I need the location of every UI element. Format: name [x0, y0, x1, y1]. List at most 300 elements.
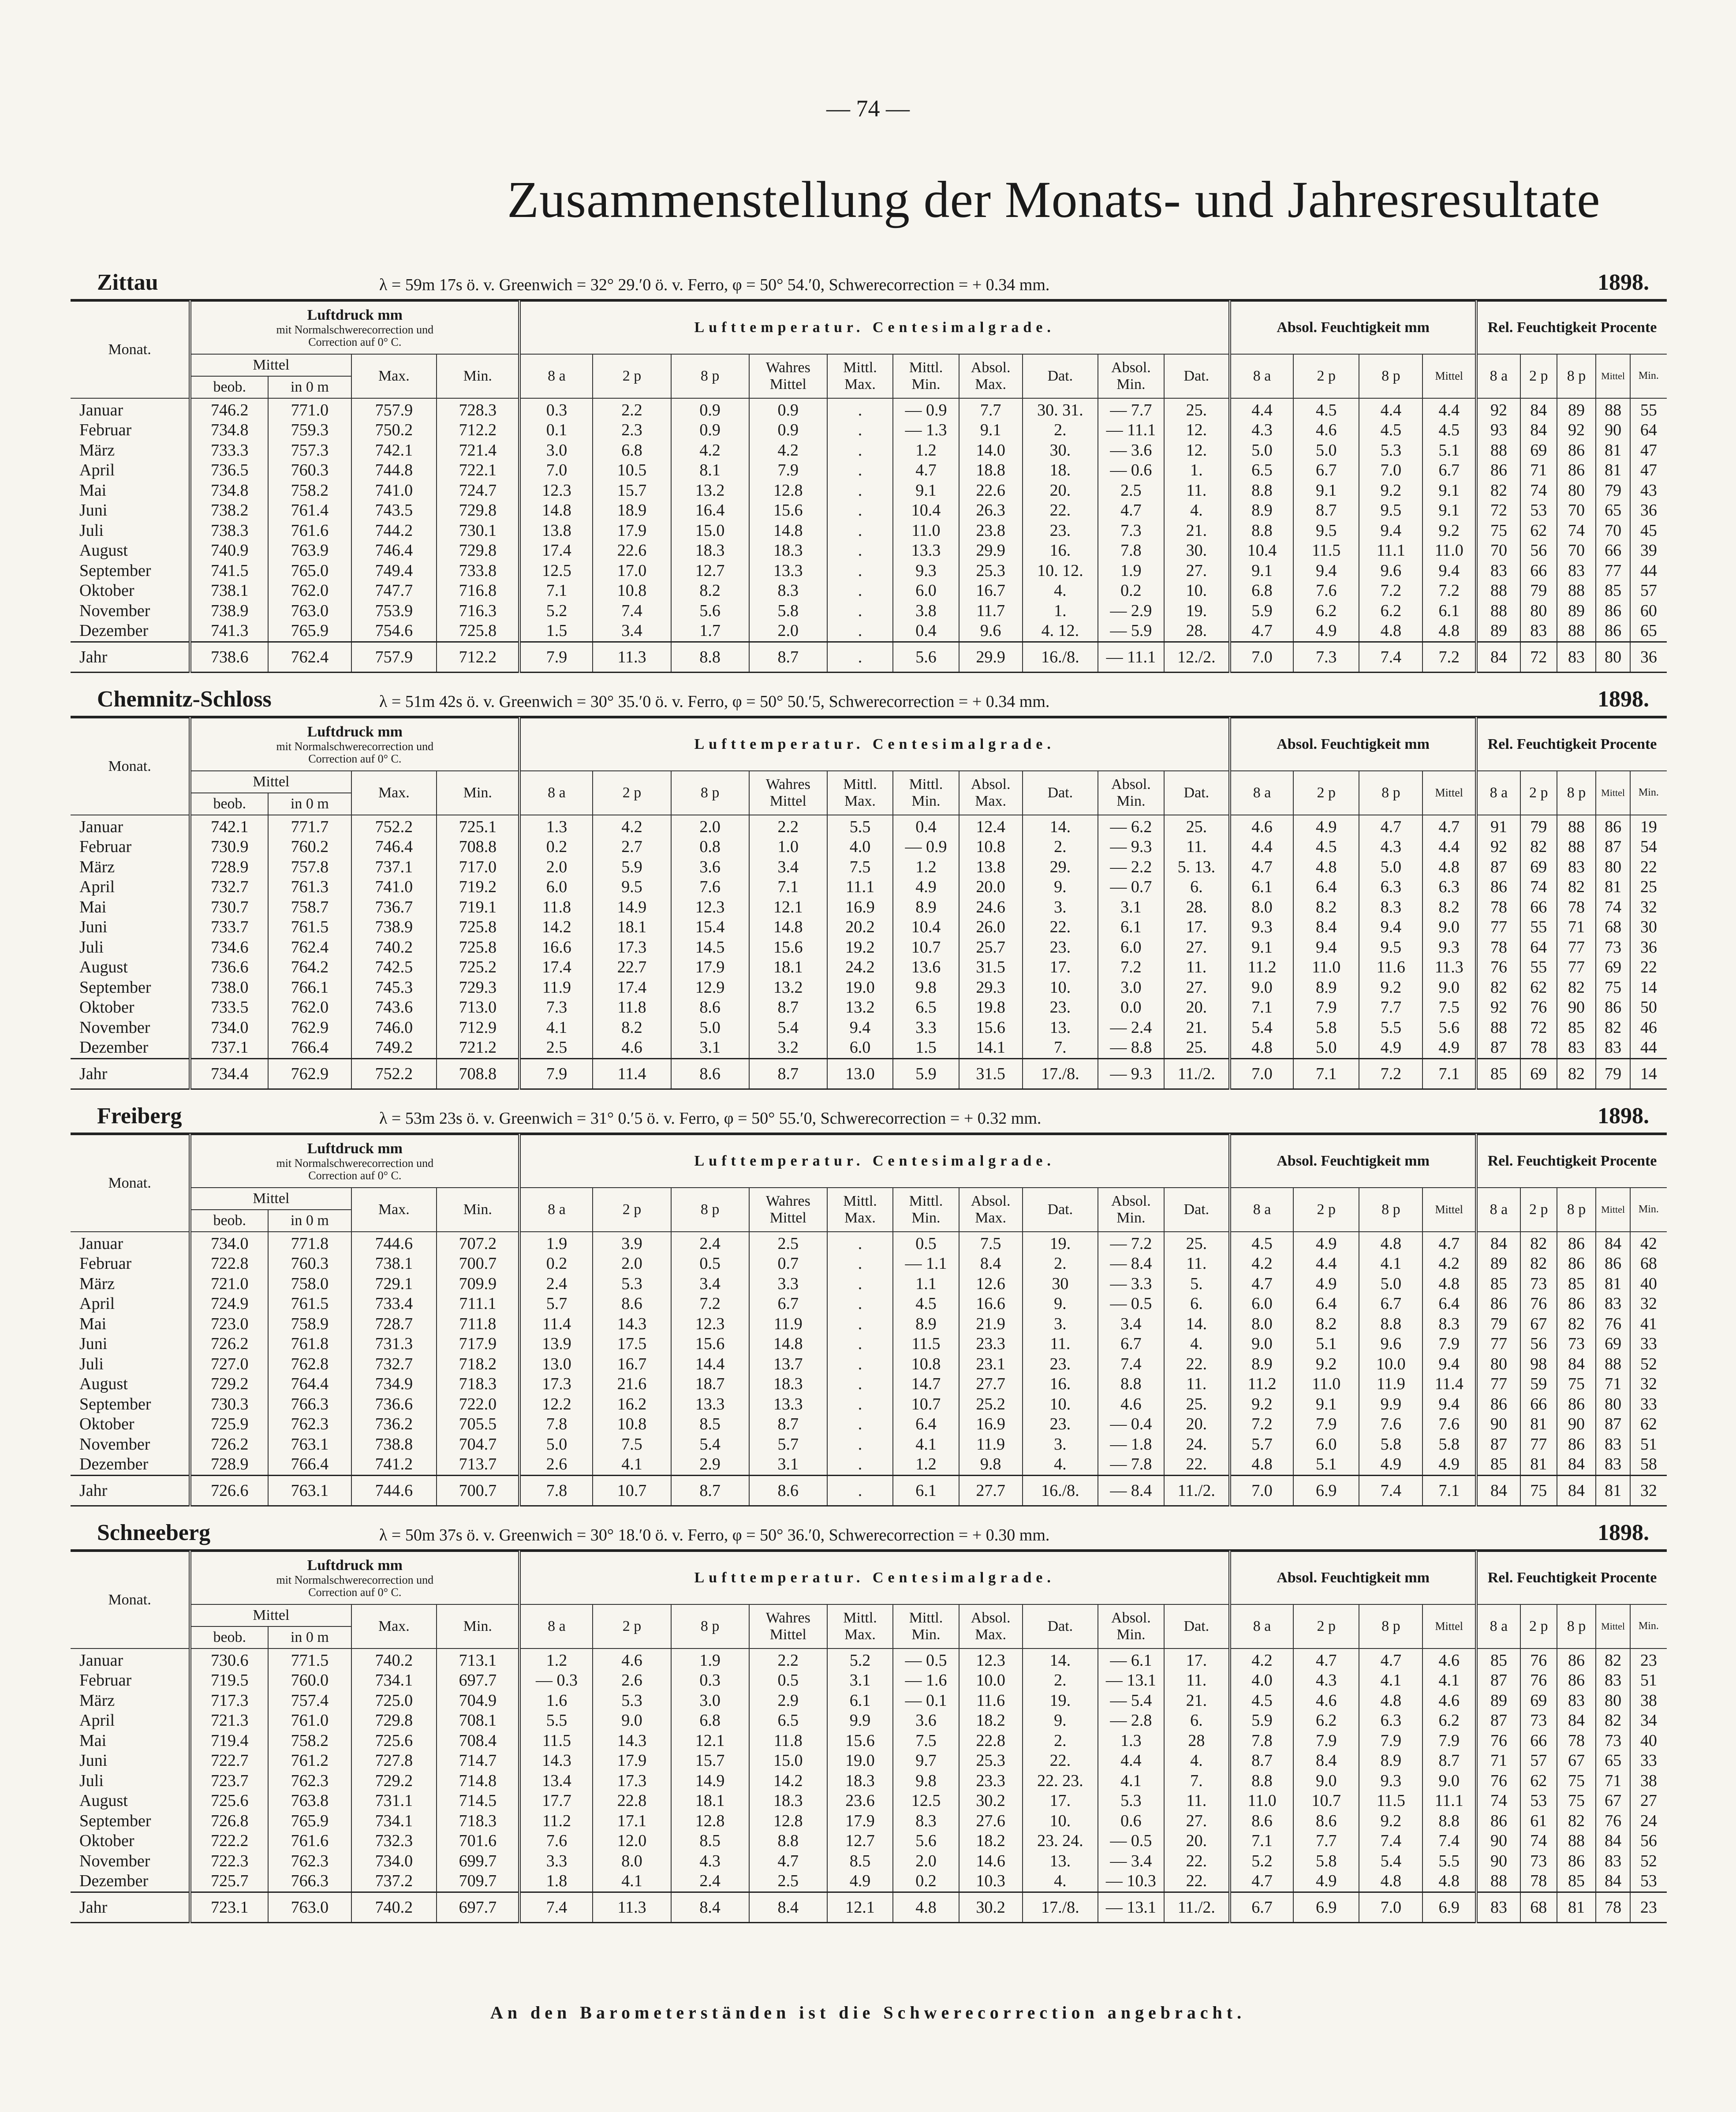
value-cell: 731.1: [351, 1791, 437, 1811]
value-cell: 71: [1557, 917, 1596, 938]
value-cell: 8.3: [749, 581, 827, 601]
value-cell: 11.5: [519, 1731, 593, 1751]
value-cell: — 7.8: [1098, 1454, 1164, 1475]
value-cell: 11.0: [1422, 541, 1476, 561]
value-cell: 24.: [1164, 1435, 1230, 1455]
table-row: [71, 460, 1667, 481]
value-cell: 76: [1476, 957, 1520, 978]
value-cell: 59: [1520, 1374, 1557, 1394]
value-cell: 771.7: [268, 815, 351, 837]
value-cell: 57: [1630, 581, 1667, 601]
value-cell: 10.7: [893, 938, 959, 958]
table-row: [71, 1374, 1667, 1394]
value-cell: 761.2: [268, 1751, 351, 1771]
value-cell: 87: [1476, 1038, 1520, 1058]
value-cell: 22. 23.: [1023, 1771, 1098, 1791]
value-cell: 11.4: [1422, 1374, 1476, 1394]
value-cell: 4.3: [1293, 1671, 1359, 1691]
value-cell: 25: [1630, 877, 1667, 897]
value-cell: 4.2: [1422, 1254, 1476, 1274]
value-cell: 23.: [1023, 998, 1098, 1018]
header-max: Max.: [351, 771, 437, 815]
header-2p: 2 p: [593, 771, 671, 815]
value-cell: 51: [1630, 1671, 1667, 1691]
value-cell: 30.: [1164, 541, 1230, 561]
value-cell: 16.6: [519, 938, 593, 958]
value-cell: — 0.5: [893, 1648, 959, 1671]
value-cell: 14.8: [749, 521, 827, 541]
value-cell: 7.9: [519, 642, 593, 672]
value-cell: 88: [1476, 1018, 1520, 1038]
table-body: [71, 815, 1667, 1089]
month-cell: September: [79, 1394, 151, 1413]
value-cell: 719.2: [437, 877, 519, 897]
value-cell: 1.9: [519, 1232, 593, 1254]
value-cell: 0.2: [893, 1871, 959, 1892]
value-cell: 7.0: [1230, 1058, 1293, 1089]
header-rel-feuchtigkeit: Rel. Feuchtigkeit Procente: [1476, 301, 1667, 354]
value-cell: 4.5: [893, 1294, 959, 1314]
value-cell: 83: [1596, 1851, 1630, 1872]
value-cell: 84: [1557, 1454, 1596, 1475]
value-cell: 86: [1476, 1394, 1520, 1415]
value-cell: 5.9: [1230, 601, 1293, 621]
value-cell: 27.: [1164, 978, 1230, 998]
value-cell: 36: [1630, 938, 1667, 958]
header-mittl-min: Mittl. Min.: [893, 1188, 959, 1232]
value-cell: 11.8: [593, 998, 671, 1018]
value-cell: 14.: [1164, 1314, 1230, 1334]
value-cell: 22.7: [593, 957, 671, 978]
value-cell: — 1.3: [893, 420, 959, 441]
value-cell: 741.0: [351, 481, 437, 501]
table-row: [71, 1394, 1667, 1415]
value-cell: 17.9: [827, 1811, 893, 1832]
value-cell: 6.0: [1098, 938, 1164, 958]
value-cell: 736.5: [190, 460, 268, 481]
value-cell: 19.0: [827, 1751, 893, 1771]
value-cell: 0.9: [749, 398, 827, 421]
value-cell: 22: [1630, 957, 1667, 978]
value-cell: 5.8: [1422, 1435, 1476, 1455]
value-cell: 9.4: [1293, 938, 1359, 958]
value-cell: 4.6: [1293, 420, 1359, 441]
month-cell: Jahr: [71, 1475, 190, 1506]
value-cell: 56: [1520, 1334, 1557, 1354]
header-f2p: 2 p: [1293, 354, 1359, 398]
value-cell: 7.2: [1422, 642, 1476, 672]
value-cell: 11.: [1164, 837, 1230, 857]
value-cell: 9.2: [1359, 978, 1422, 998]
value-cell: 86: [1596, 621, 1630, 642]
value-cell: 766.4: [268, 1038, 351, 1058]
value-cell: 79: [1596, 1058, 1630, 1089]
value-cell: 764.4: [268, 1374, 351, 1394]
value-cell: 8.9: [1359, 1751, 1422, 1771]
value-cell: 70: [1557, 541, 1596, 561]
value-cell: 52: [1630, 1851, 1667, 1872]
station-block: [71, 677, 1667, 1090]
value-cell: 83: [1557, 561, 1596, 581]
header-r8p: 8 p: [1557, 354, 1596, 398]
value-cell: — 0.1: [893, 1691, 959, 1711]
month-cell: Dezember: [79, 1455, 149, 1474]
value-cell: 5.7: [519, 1294, 593, 1314]
value-cell: 75: [1476, 521, 1520, 541]
value-cell: 41: [1630, 1314, 1667, 1334]
value-cell: 10.4: [893, 501, 959, 521]
value-cell: 77: [1557, 938, 1596, 958]
value-cell: 761.6: [268, 521, 351, 541]
value-cell: 10.3: [959, 1871, 1023, 1892]
value-cell: 17.4: [519, 541, 593, 561]
value-cell: 0.6: [1098, 1811, 1164, 1832]
value-cell: 2.: [1023, 420, 1098, 441]
value-cell: 6.4: [1293, 1294, 1359, 1314]
value-cell: 741.5: [190, 561, 268, 581]
header-f8a: 8 a: [1230, 1604, 1293, 1648]
value-cell: 72: [1520, 1018, 1557, 1038]
header-max: Max.: [351, 1188, 437, 1232]
value-cell: 6.8: [593, 441, 671, 461]
value-cell: 47: [1630, 441, 1667, 461]
value-cell: 88: [1476, 601, 1520, 621]
value-cell: 760.3: [268, 460, 351, 481]
value-cell: 64: [1630, 420, 1667, 441]
value-cell: 11.1: [1359, 541, 1422, 561]
value-cell: 83: [1596, 1454, 1630, 1475]
value-cell: 80: [1596, 642, 1630, 672]
value-cell: 15.6: [959, 1018, 1023, 1038]
value-cell: 18.3: [749, 1374, 827, 1394]
value-cell: 86: [1557, 1232, 1596, 1254]
value-cell: 14: [1630, 978, 1667, 998]
value-cell: 76: [1520, 1671, 1557, 1691]
value-cell: 81: [1557, 1892, 1596, 1922]
value-cell: 71: [1476, 1751, 1520, 1771]
value-cell: 87: [1476, 1435, 1520, 1455]
header-r2p: 2 p: [1520, 354, 1557, 398]
station-coordinates: λ = 53m 23s ö. v. Greenwich = 31° 0.′5 ö. v. Ferro, φ = 50° 55.′0, Schwerecorrection = + 0.32 mm.: [379, 1109, 1042, 1128]
value-cell: 12.1: [827, 1892, 893, 1922]
value-cell: 9.1: [959, 420, 1023, 441]
value-cell: 5.3: [593, 1691, 671, 1711]
value-cell: 11.0: [893, 521, 959, 541]
value-cell: 32: [1630, 897, 1667, 918]
value-cell: 7.5: [959, 1232, 1023, 1254]
value-cell: 85: [1476, 1274, 1520, 1294]
value-cell: 86: [1476, 877, 1520, 897]
value-cell: 761.5: [268, 1294, 351, 1314]
value-cell: 67: [1520, 1314, 1557, 1334]
value-cell: 725.8: [437, 621, 519, 642]
value-cell: 15.6: [749, 938, 827, 958]
value-cell: 2.5: [749, 1232, 827, 1254]
header-monat: Monat.: [71, 718, 190, 815]
value-cell: 12.5: [519, 561, 593, 581]
value-cell: 7.7: [1293, 1831, 1359, 1851]
value-cell: 697.7: [437, 1671, 519, 1691]
value-cell: 771.5: [268, 1648, 351, 1671]
value-cell: 81: [1596, 1274, 1630, 1294]
value-cell: 90: [1557, 998, 1596, 1018]
value-cell: 15.7: [671, 1751, 749, 1771]
value-cell: — 1.6: [893, 1671, 959, 1691]
value-cell: 75: [1557, 1791, 1596, 1811]
month-cell: Dezember: [79, 621, 149, 640]
value-cell: 86: [1476, 460, 1520, 481]
header-in0m: in 0 m: [268, 376, 351, 398]
value-cell: 7.1: [1230, 998, 1293, 1018]
value-cell: 7.8: [519, 1475, 593, 1506]
table-row: [71, 398, 1667, 421]
value-cell: 9.5: [593, 877, 671, 897]
value-cell: 87: [1476, 857, 1520, 878]
value-cell: 61: [1520, 1811, 1557, 1832]
month-cell: August: [79, 541, 128, 560]
value-cell: 762.8: [268, 1354, 351, 1375]
value-cell: 4.6: [1422, 1648, 1476, 1671]
value-cell: 749.2: [351, 1038, 437, 1058]
value-cell: 7.9: [1422, 1334, 1476, 1354]
value-cell: 87: [1596, 837, 1630, 857]
value-cell: 20.: [1164, 1414, 1230, 1435]
value-cell: 4.9: [1293, 1274, 1359, 1294]
month-cell: Juli: [79, 938, 104, 957]
month-cell: Jahr: [71, 642, 190, 672]
value-cell: 80: [1596, 857, 1630, 878]
value-cell: 79: [1596, 481, 1630, 501]
value-cell: 8.3: [893, 1811, 959, 1832]
value-cell: 11.2: [519, 1811, 593, 1832]
month-cell: September: [79, 978, 151, 997]
header-r2p: 2 p: [1520, 1188, 1557, 1232]
value-cell: 0.4: [893, 621, 959, 642]
value-cell: 83: [1476, 561, 1520, 581]
value-cell: 4.1: [1359, 1254, 1422, 1274]
value-cell: 9.0: [1230, 1334, 1293, 1354]
value-cell: 19.: [1023, 1691, 1098, 1711]
value-cell: 87: [1476, 1711, 1520, 1731]
value-cell: 13.0: [519, 1354, 593, 1375]
value-cell: 713.0: [437, 998, 519, 1018]
value-cell: 16.2: [593, 1394, 671, 1415]
value-cell: 16.7: [959, 581, 1023, 601]
value-cell: 83: [1557, 1691, 1596, 1711]
value-cell: 17.: [1023, 957, 1098, 978]
value-cell: 77: [1557, 957, 1596, 978]
value-cell: — 0.4: [1098, 1414, 1164, 1435]
value-cell: 60: [1630, 601, 1667, 621]
value-cell: 7.1: [1230, 1831, 1293, 1851]
station-table: [71, 1551, 1667, 1923]
value-cell: 7.9: [1359, 1731, 1422, 1751]
value-cell: 771.8: [268, 1232, 351, 1254]
value-cell: 752.2: [351, 1058, 437, 1089]
value-cell: 7.6: [519, 1831, 593, 1851]
value-cell: 1.: [1023, 601, 1098, 621]
value-cell: 89: [1476, 1254, 1520, 1274]
value-cell: 761.5: [268, 917, 351, 938]
table-row: [71, 1811, 1667, 1832]
value-cell: 741.0: [351, 877, 437, 897]
value-cell: .: [827, 501, 893, 521]
month-cell: Mai: [79, 481, 107, 500]
table-row: [71, 1414, 1667, 1435]
value-cell: 740.9: [190, 541, 268, 561]
value-cell: 84: [1557, 1354, 1596, 1375]
value-cell: 716.8: [437, 581, 519, 601]
value-cell: 7.9: [1293, 1731, 1359, 1751]
value-cell: 26.3: [959, 501, 1023, 521]
header-8p: 8 p: [671, 771, 749, 815]
value-cell: 2.: [1023, 837, 1098, 857]
value-cell: 14.4: [671, 1354, 749, 1375]
value-cell: 11.0: [1293, 1374, 1359, 1394]
month-cell: Oktober: [79, 581, 134, 600]
value-cell: 6.2: [1422, 1711, 1476, 1731]
value-cell: 20.: [1164, 998, 1230, 1018]
value-cell: 11.: [1164, 957, 1230, 978]
value-cell: 16.9: [827, 897, 893, 918]
value-cell: 13.3: [671, 1394, 749, 1415]
value-cell: 22.: [1164, 1851, 1230, 1872]
value-cell: 85: [1476, 1058, 1520, 1089]
table-row: [71, 1038, 1667, 1058]
value-cell: 733.8: [437, 561, 519, 581]
value-cell: 5.3: [1098, 1791, 1164, 1811]
value-cell: 4.0: [1230, 1671, 1293, 1691]
header-lufttemperatur: Lufttemperatur. Centesimalgrade.: [519, 718, 1230, 771]
station-coordinates: λ = 51m 42s ö. v. Greenwich = 30° 35.′0 ö. v. Ferro, φ = 50° 50.′5, Schwerecorrection = + 0.34 mm.: [379, 692, 1050, 711]
value-cell: 760.2: [268, 837, 351, 857]
value-cell: 70: [1596, 521, 1630, 541]
value-cell: 6.: [1164, 877, 1230, 897]
value-cell: 87: [1476, 1671, 1520, 1691]
value-cell: 766.1: [268, 978, 351, 998]
value-cell: 74: [1557, 521, 1596, 541]
table-row: [71, 998, 1667, 1018]
value-cell: .: [827, 1354, 893, 1375]
value-cell: 761.0: [268, 1711, 351, 1731]
value-cell: 3.1: [827, 1671, 893, 1691]
header-2p: 2 p: [593, 1188, 671, 1232]
value-cell: 18.7: [671, 1374, 749, 1394]
value-cell: — 1.1: [893, 1254, 959, 1274]
value-cell: 86: [1596, 1254, 1630, 1274]
header-mittl-min: Mittl. Min.: [893, 771, 959, 815]
value-cell: 72: [1476, 501, 1520, 521]
value-cell: 62: [1520, 521, 1557, 541]
value-cell: 9.2: [1359, 1811, 1422, 1832]
value-cell: 5.4: [1230, 1018, 1293, 1038]
value-cell: 1.: [1164, 460, 1230, 481]
value-cell: 5.5: [1359, 1018, 1422, 1038]
value-cell: 4.9: [1422, 1038, 1476, 1058]
value-cell: 8.2: [1293, 1314, 1359, 1334]
value-cell: 727.0: [190, 1354, 268, 1375]
value-cell: 4.8: [1422, 857, 1476, 878]
value-cell: 744.8: [351, 460, 437, 481]
value-cell: 742.1: [190, 815, 268, 837]
value-cell: 16.4: [671, 501, 749, 521]
value-cell: — 8.4: [1098, 1475, 1164, 1506]
footer-note: An den Barometerständen ist die Schwerecorrection angebracht.: [490, 2003, 1246, 2022]
value-cell: 764.2: [268, 957, 351, 978]
header-monat: Monat.: [71, 1551, 190, 1648]
value-cell: 4.4: [1422, 837, 1476, 857]
value-cell: 5.4: [671, 1435, 749, 1455]
value-cell: 5.4: [1359, 1851, 1422, 1872]
header-absol-min: Absol. Min.: [1098, 354, 1164, 398]
value-cell: 3.: [1023, 1314, 1098, 1334]
value-cell: — 0.9: [893, 837, 959, 857]
value-cell: 51: [1630, 1435, 1667, 1455]
value-cell: 727.8: [351, 1751, 437, 1771]
value-cell: 93: [1476, 420, 1520, 441]
value-cell: 7.8: [1098, 541, 1164, 561]
value-cell: 7.4: [1359, 1475, 1422, 1506]
value-cell: 2.5: [519, 1038, 593, 1058]
value-cell: 25.: [1164, 398, 1230, 421]
header-dat-min: Dat.: [1164, 771, 1230, 815]
value-cell: 736.6: [190, 957, 268, 978]
value-cell: 66: [1520, 561, 1557, 581]
value-cell: 25.: [1164, 1038, 1230, 1058]
month-cell: Oktober: [79, 998, 134, 1017]
header-dat-max: Dat.: [1023, 1604, 1098, 1648]
value-cell: 7.3: [1098, 521, 1164, 541]
value-cell: 7.3: [1293, 642, 1359, 672]
value-cell: 7.6: [671, 877, 749, 897]
value-cell: 11.3: [593, 642, 671, 672]
value-cell: 81: [1596, 441, 1630, 461]
value-cell: 0.5: [749, 1671, 827, 1691]
value-cell: 84: [1557, 1711, 1596, 1731]
value-cell: 8.9: [893, 1314, 959, 1334]
value-cell: 89: [1557, 398, 1596, 421]
value-cell: .: [827, 1475, 893, 1506]
value-cell: 24: [1630, 1811, 1667, 1832]
value-cell: 8.5: [827, 1851, 893, 1872]
value-cell: 725.6: [190, 1791, 268, 1811]
value-cell: 16.6: [959, 1294, 1023, 1314]
value-cell: 708.8: [437, 837, 519, 857]
value-cell: 700.7: [437, 1475, 519, 1506]
value-cell: 4.9: [1293, 621, 1359, 642]
value-cell: 55: [1630, 398, 1667, 421]
value-cell: 1.1: [893, 1274, 959, 1294]
month-cell: März: [79, 1691, 115, 1710]
value-cell: 10.4: [1230, 541, 1293, 561]
value-cell: 9.0: [1422, 917, 1476, 938]
value-cell: 2.: [1023, 1254, 1098, 1274]
value-cell: 84: [1520, 420, 1557, 441]
value-cell: 82: [1557, 1314, 1596, 1334]
value-cell: 9.3: [1422, 938, 1476, 958]
month-cell: April: [79, 1711, 115, 1730]
value-cell: — 11.1: [1098, 642, 1164, 672]
value-cell: 5.0: [1293, 441, 1359, 461]
value-cell: 14.3: [593, 1314, 671, 1334]
value-cell: 4.8: [1293, 857, 1359, 878]
value-cell: 92: [1476, 837, 1520, 857]
value-cell: 11.2: [1230, 1374, 1293, 1394]
value-cell: 15.6: [827, 1731, 893, 1751]
value-cell: 7.4: [1422, 1831, 1476, 1851]
value-cell: 40: [1630, 1274, 1667, 1294]
month-cell: August: [79, 1375, 128, 1394]
